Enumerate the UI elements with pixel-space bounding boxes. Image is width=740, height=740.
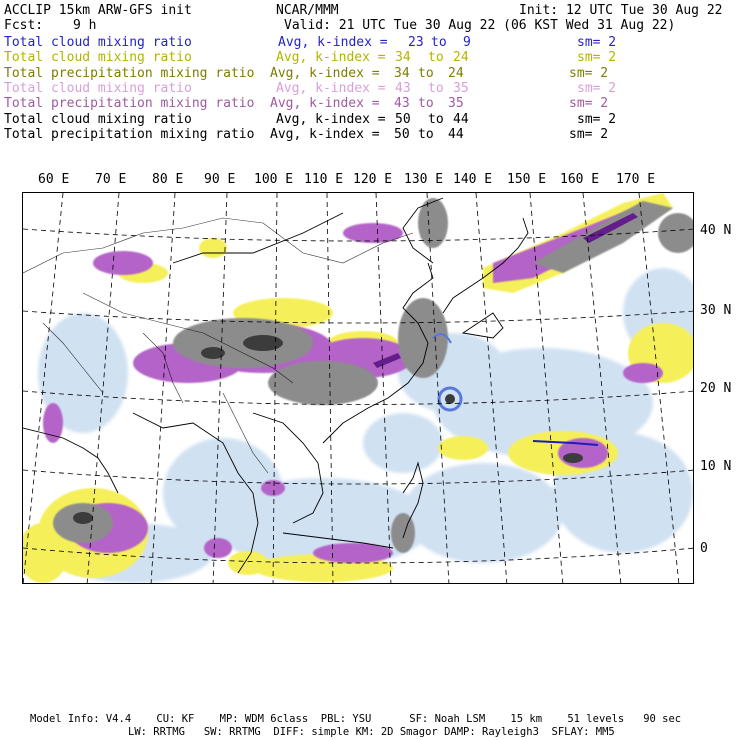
legend-sm: sm= 2: [577, 112, 617, 127]
legend-to: 35: [448, 96, 464, 111]
lat-label: 30 N: [700, 303, 732, 318]
legend-to-word: to: [428, 81, 444, 96]
lon-label: 130 E: [404, 172, 444, 187]
legend-avg: Avg, k-index =: [276, 112, 386, 127]
legend-from: 43: [395, 81, 411, 96]
legend-field: Total cloud mixing ratio: [4, 35, 192, 50]
legend-from: 43: [394, 96, 410, 111]
legend-to-word: to: [418, 66, 434, 81]
legend-to-word: to: [418, 96, 434, 111]
lon-label: 70 E: [95, 172, 127, 187]
fcst-label: Fcst:: [4, 18, 44, 33]
legend-to-word: to: [428, 112, 444, 127]
legend-field: Total precipitation mixing ratio: [4, 66, 255, 81]
legend-avg: Avg, k-index =: [276, 50, 386, 65]
lon-label: 160 E: [560, 172, 600, 187]
legend-field: Total cloud mixing ratio: [4, 112, 192, 127]
legend-sm: sm= 2: [577, 81, 617, 96]
legend-to: 44: [453, 112, 469, 127]
legend-avg: Avg, k-index =: [270, 96, 380, 111]
legend-to: 24: [453, 50, 469, 65]
legend-to-word: to: [418, 127, 434, 142]
legend-avg: Avg, k-index =: [270, 127, 380, 142]
lon-label: 170 E: [616, 172, 656, 187]
legend-from: 34: [394, 66, 410, 81]
map-plot: [23, 193, 694, 584]
lon-label: 140 E: [453, 172, 493, 187]
legend-to: 24: [448, 66, 464, 81]
legend-to: 9: [463, 35, 471, 50]
legend-avg: Avg, k-index =: [270, 66, 380, 81]
legend-from: 23: [408, 35, 424, 50]
legend-sm: sm= 2: [569, 66, 609, 81]
legend-avg: Avg, k-index =: [278, 35, 388, 50]
legend-from: 34: [395, 50, 411, 65]
center-label: NCAR/MMM: [276, 3, 339, 18]
init-time: Init: 12 UTC Tue 30 Aug 22: [519, 3, 723, 18]
legend-sm: sm= 2: [577, 35, 617, 50]
footer-model-info: Model Info: V4.4 CU: KF MP: WDM 6class PBL: YSU SF: Noah LSM 15 km 51 levels 90 sec: [30, 713, 682, 725]
footer-physics: LW: RRTMG SW: RRTMG DIFF: simple KM: 2D Smagor DAMP: Rayleigh3 SFLAY: MM5: [128, 726, 615, 738]
legend-from: 50: [394, 127, 410, 142]
legend-sm: sm= 2: [569, 96, 609, 111]
legend-field: Total precipitation mixing ratio: [4, 127, 255, 142]
legend-to-word: to: [428, 50, 444, 65]
lon-label: 60 E: [38, 172, 70, 187]
legend-avg: Avg, k-index =: [276, 81, 386, 96]
lon-label: 120 E: [353, 172, 393, 187]
legend-sm: sm= 2: [577, 50, 617, 65]
valid-time: Valid: 21 UTC Tue 30 Aug 22 (06 KST Wed 31 Aug 22): [284, 18, 676, 33]
legend-to: 44: [448, 127, 464, 142]
lat-label: 40 N: [700, 223, 732, 238]
legend-field: Total precipitation mixing ratio: [4, 96, 255, 111]
lon-label: 100 E: [254, 172, 294, 187]
lon-label: 90 E: [204, 172, 236, 187]
legend-from: 50: [395, 112, 411, 127]
lon-label: 80 E: [152, 172, 184, 187]
legend-to-word: to: [431, 35, 447, 50]
legend-to: 35: [453, 81, 469, 96]
legend-field: Total cloud mixing ratio: [4, 81, 192, 96]
fcst-value: 9 h: [73, 18, 97, 33]
legend-field: Total cloud mixing ratio: [4, 50, 192, 65]
lat-label: 20 N: [700, 381, 732, 396]
lon-label: 110 E: [304, 172, 344, 187]
lat-label: 10 N: [700, 459, 732, 474]
legend-sm: sm= 2: [569, 127, 609, 142]
map-frame: [22, 192, 694, 584]
model-title: ACCLIP 15km ARW-GFS init: [4, 3, 192, 18]
lat-label: 0: [700, 541, 708, 556]
lon-label: 150 E: [507, 172, 547, 187]
